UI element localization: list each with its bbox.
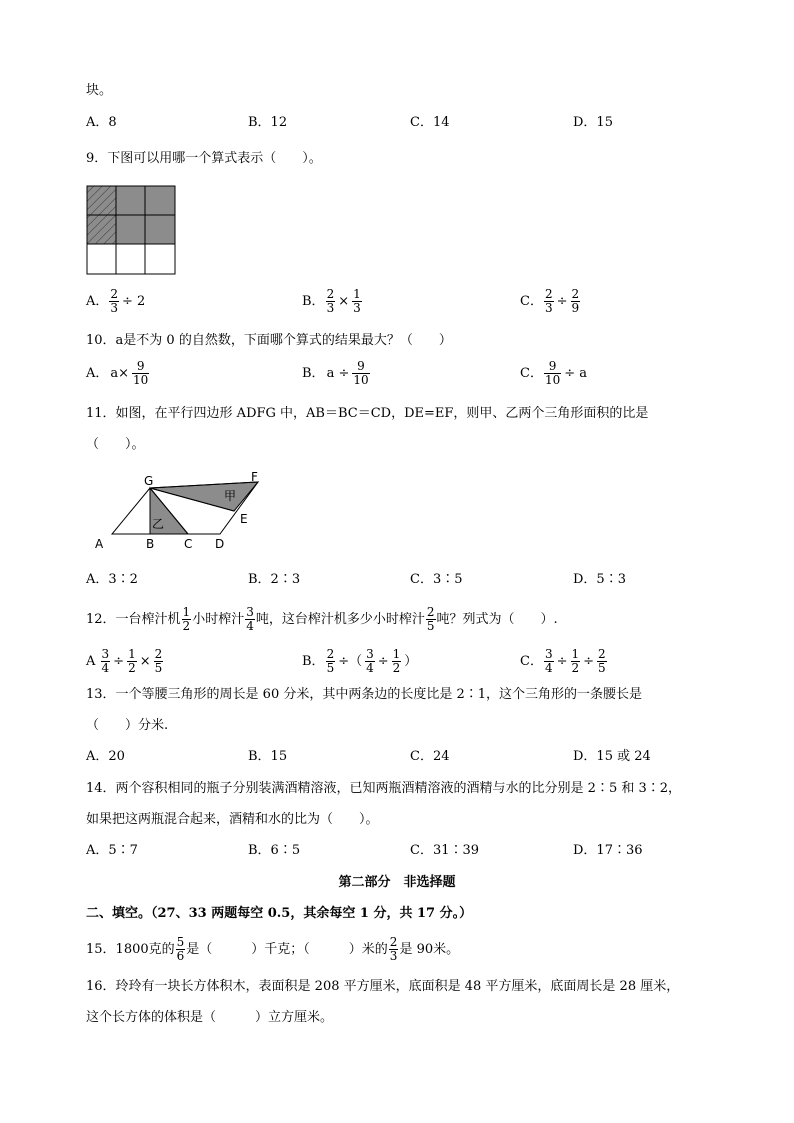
label-c: C [184,537,193,551]
label-yi: 乙 [152,517,165,531]
fraction: $\frac{1}{2}$ [182,605,191,633]
fraction: $\frac{3}{4}$ [101,647,110,675]
q12-option-c[interactable]: C． $\frac{3}{4}$ ÷ $\frac{1}{2}$ ÷ $\frac{2}{5}$ [520,647,606,675]
q14-option-a[interactable]: A．5∶7 [86,843,138,858]
grid-cell-shaded [116,186,145,215]
q10-option-c[interactable]: C． $\frac{9}{10}$ ÷ a [520,359,588,387]
q8-option-c[interactable]: C．14 [410,115,450,130]
q13-stem-line1: 13．一个等腰三角形的周长是 60 分米，其中两条边的长度比是 2∶1，这个三角形的一条腰长是 [86,687,643,702]
q9-option-b[interactable]: B． $\frac{2}{3}$ × $\frac{1}{3}$ [302,287,361,315]
q11-stem-line2: （ ）。 [86,437,145,452]
fraction: $\frac{5}{6}$ [176,935,185,963]
fraction: $\frac{1}{2}$ [392,647,401,675]
q14-stem-line1: 14．两个容积相同的瓶子分别装满酒精溶液，已知两瓶酒精溶液的酒精与水的比分别是 2∶5 和 3∶2， [86,781,682,796]
q13-option-d[interactable]: D．15 或 24 [573,749,651,764]
grid-cell-shaded [116,215,145,244]
q13-option-b[interactable]: B．15 [248,749,288,764]
label-e: E [240,512,248,526]
q9-option-c[interactable]: C． $\frac{2}{3}$ ÷ $\frac{2}{9}$ [520,287,580,315]
q10-option-b[interactable]: B． a ÷ $\frac{9}{10}$ [302,359,369,387]
grid-cell-blank [116,244,145,274]
q9-stem: 9．下图可以用哪一个算式表示（ ）。 [86,151,322,166]
q14-option-c[interactable]: C．31∶39 [410,843,480,858]
label-b: B [146,537,155,551]
grid-cell-shaded [145,215,175,244]
section-title: 第二部分 非选择题 [338,875,456,890]
label-a: A [95,537,104,551]
part2-heading: 二、填空。（27、33 两题每空 0.5，其余每空 1 分，共 17 分。） [86,906,473,921]
q14-stem-line2: 如果把这两瓶混合起来，酒精和水的比为（ ）。 [86,812,379,827]
q11-option-d[interactable]: D．5∶3 [573,572,626,587]
q14-option-b[interactable]: B．6∶5 [248,843,301,858]
q11-parallelogram-figure [88,468,278,554]
q15-stem: 15．1800克的 $\frac{5}{6}$ 是（ ）千克；（ ）米的 $\frac{2}{3}$ 是 90米。 [86,935,460,963]
q16-stem-line2: 这个长方体的体积是（ ）立方厘米。 [86,1010,334,1025]
fraction: $\frac{1}{2}$ [571,647,580,675]
q10-option-a[interactable]: A． a× $\frac{9}{10}$ [86,359,149,387]
grid-cell-shaded [145,186,175,215]
fraction: $\frac{9}{10}$ [133,359,149,387]
grid-cell-blank [87,244,116,274]
grid-cell-hatched [87,215,116,244]
q12-stem: 12．一台榨汁机 $\frac{1}{2}$ 小时榨汁 $\frac{3}{4}$ 吨，这台榨汁机多少小时榨汁 $\frac{2}{5}$ 吨？列式为（ ）. [86,605,558,633]
fraction: $\frac{2}{3}$ [326,287,335,315]
q9-grid-figure [86,185,178,277]
fraction: $\frac{2}{3}$ [389,935,398,963]
fraction: $\frac{3}{4}$ [544,647,553,675]
label-g: G [144,474,154,488]
q10-stem: 10．a是不为 0 的自然数，下面哪个算式的结果最大？（ ） [86,333,452,348]
grid-cell-blank [145,244,175,274]
fraction: $\frac{2}{5}$ [598,647,606,675]
q13-option-a[interactable]: A．20 [86,749,125,764]
fraction: $\frac{2}{5}$ [326,647,335,675]
fraction: $\frac{9}{10}$ [353,359,369,387]
fraction: $\frac{2}{5}$ [426,605,435,633]
grid-cell-hatched [87,186,116,215]
q8-option-a[interactable]: A．8 [86,115,117,130]
fraction: $\frac{3}{4}$ [246,605,254,633]
fraction: $\frac{2}{3}$ [544,287,553,315]
q11-option-c[interactable]: C．3∶5 [410,572,463,587]
label-jia: 甲 [224,489,237,503]
q13-stem-line2: （ ）分米. [86,718,169,733]
label-d: D [215,537,225,551]
q12-option-a[interactable]: A $\frac{3}{4}$ ÷ $\frac{1}{2}$ × $\frac{2}{5}$ [86,647,163,675]
fraction: $\frac{9}{10}$ [544,359,561,387]
q13-option-c[interactable]: C．24 [410,749,450,764]
q8-option-d[interactable]: D．15 [573,115,613,130]
fraction: $\frac{3}{4}$ [366,647,374,675]
q8-stem-end: 块。 [86,83,113,98]
fraction: $\frac{2}{3}$ [110,287,119,315]
q14-option-d[interactable]: D．17∶36 [573,843,643,858]
fraction: $\frac{1}{2}$ [128,647,136,675]
label-f: F [251,470,258,484]
fraction: $\frac{2}{5}$ [154,647,163,675]
q12-option-b[interactable]: B． $\frac{2}{5}$ ÷（ $\frac{3}{4}$ ÷ $\frac{1}{2}$ ） [302,647,418,675]
q11-option-b[interactable]: B．2∶3 [248,572,301,587]
q16-stem-line1: 16．玲玲有一块长方体积木，表面积是 208 平方厘米，底面积是 48 平方厘米，底面周长是 28 厘米， [86,979,680,994]
q8-option-b[interactable]: B．12 [248,115,288,130]
q11-option-a[interactable]: A．3∶2 [86,572,138,587]
fraction: $\frac{1}{3}$ [353,287,361,315]
fraction: $\frac{2}{9}$ [571,287,580,315]
q9-option-a[interactable]: A． $\frac{2}{3}$ ÷ 2 [86,287,146,315]
q11-stem-line1: 11．如图，在平行四边形 ADFG 中，AB＝BC＝CD，DE=EF，则甲、乙两个三角形面积的比是 [86,406,649,421]
